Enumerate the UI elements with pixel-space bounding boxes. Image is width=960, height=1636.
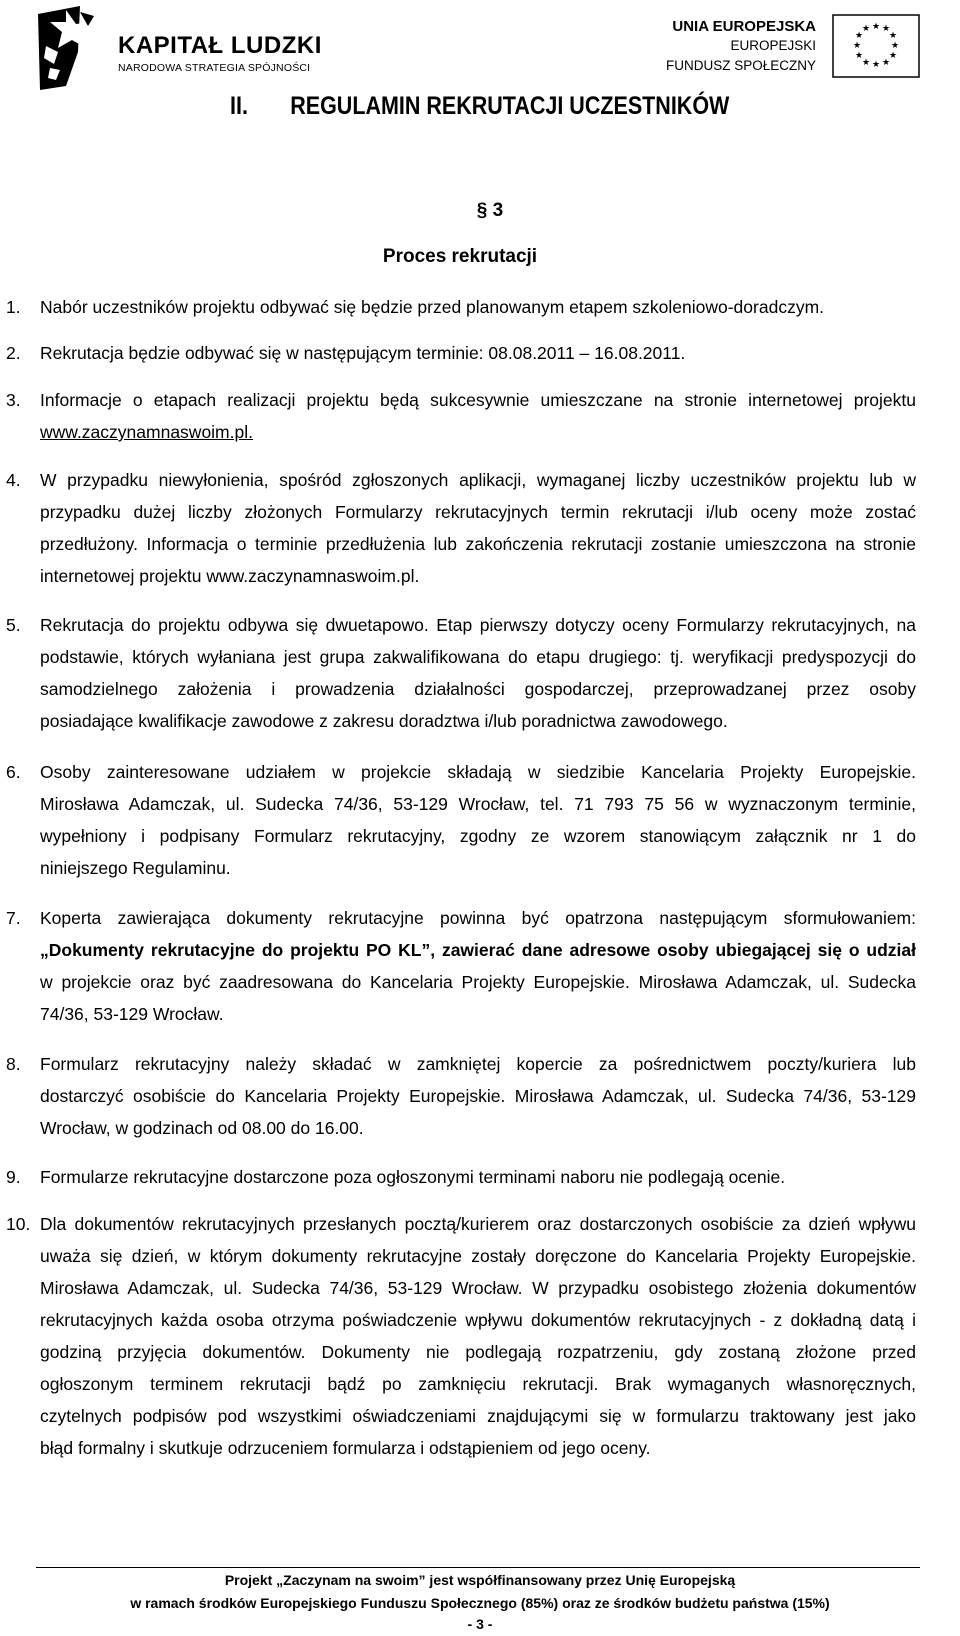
svg-text:★: ★ [881, 58, 891, 68]
eu-logo-line1: UNIA EUROPEJSKA [672, 18, 816, 35]
list-item-line: błąd formalny i skutkuje odrzuceniem formularza i odstąpieniem od jego oceny. [40, 1438, 651, 1458]
list-item-number: 10. [6, 1214, 31, 1234]
chapter-title: REGULAMIN REKRUTACJI UCZESTNIKÓW [290, 92, 730, 120]
footer-cofinancing-line: Projekt „Zaczynam na swoim” jest współfinansowany przez Unię Europejską [224, 1572, 736, 1588]
list-item-line: W przypadku niewyłonienia, spośród zgłoszonych aplikacji, wymaganej liczby uczestników projektu lub w [40, 470, 916, 490]
chapter-heading [230, 92, 729, 121]
list-item-line: „Dokumenty rekrutacyjne do projektu PO KL”, zawierać dane adresowe osoby ubiegającej się o udział [40, 940, 916, 960]
list-item-number: 3. [6, 390, 21, 410]
list-item-line: Formularze rekrutacyjne dostarczone poza ogłoszonymi terminami naboru nie podlegają ocenie. [40, 1167, 786, 1187]
list-item-line: Dla dokumentów rekrutacyjnych przesłanych pocztą/kurierem oraz dostarczonych osobiście za dzień wpływu [40, 1214, 916, 1234]
list-item-line: samodzielnego założenia i prowadzenia działalności gospodarczej, przeprowadzanej przez osoby [40, 679, 916, 699]
kapital-ludzki-emblem-icon [36, 6, 116, 90]
kapital-ludzki-title: KAPITAŁ LUDZKI [118, 32, 322, 59]
list-item-line: uważa się dzień, w którym dokumenty rekrutacyjne zostały doręczone do Kancelaria Projekty Europejskie. [40, 1246, 916, 1266]
eu-logo-line2: EUROPEJSKI [730, 38, 816, 53]
paragraph-sign: § 3 [476, 200, 504, 221]
list-item-line: dostarczyć osobiście do Kancelaria Projekty Europejskie. Mirosława Adamczak, ul. Sudecka 74/36, 53-129 [40, 1086, 916, 1106]
svg-text:★: ★ [881, 24, 891, 34]
list-item-line: Koperta zawierająca dokumenty rekrutacyjne powinna być opatrzona następującym sformułowaniem: [40, 908, 916, 928]
list-item-line: godziną przyjęcia dokumentów. Dokumenty nie podlegają rozpatrzeniu, gdy zostaną złożone przed [40, 1342, 916, 1362]
svg-text:★: ★ [871, 22, 881, 32]
svg-text:★: ★ [871, 60, 881, 70]
list-item-line: Rekrutacja do projektu odbywa się dwuetapowo. Etap pierwszy dotyczy oceny Formularzy rekrutacyjnych, na [40, 615, 916, 635]
kapital-ludzki-logo [36, 6, 326, 90]
list-item-line: Rekrutacja będzie odbywać się w następującym terminie: 08.08.2011 – 16.08.2011. [40, 343, 686, 363]
list-item-line: internetowej projektu www.zaczynamnaswoim.pl. [40, 566, 420, 586]
list-item-line: podstawie, których wyłaniana jest grupa zakwalifikowana do etapu drugiego: tj. weryfikacji predyspozycji do [40, 647, 916, 667]
svg-text:★: ★ [852, 41, 862, 51]
list-item-line: wypełniony i podpisany Formularz rekrutacyjny, zgodny ze wzorem stanowiącym załącznik nr 1 do [40, 826, 916, 846]
list-item-line: Formularz rekrutacyjny należy składać w zamkniętej kopercie za pośrednictwem poczty/kuriera lub [40, 1054, 916, 1074]
list-item-line: czytelnych podpisów pod wszystkimi oświadczeniami znajdującymi się w formularzu traktowany jest jako [40, 1406, 916, 1426]
svg-text:★: ★ [854, 31, 864, 41]
list-item-line: Osoby zainteresowane udziałem w projekcie składają w siedzibie Kancelaria Projekty Europejskie. [40, 762, 916, 782]
list-item-number: 7. [6, 908, 21, 928]
list-item-line: posiadające kwalifikacje zawodowe z zakresu doradztwa i/lub poradnictwa zawodowego. [40, 711, 728, 731]
kapital-ludzki-subtitle: NARODOWA STRATEGIA SPÓJNOŚCI [118, 62, 311, 74]
eu-flag-icon [832, 14, 920, 78]
svg-text:★: ★ [888, 31, 898, 41]
footer-divider [36, 1567, 920, 1568]
list-item-line: przypadku dużej liczby złożonych Formularzy rekrutacyjnych termin rekrutacji i/lub oceny może zostać [40, 502, 916, 522]
list-item-line: Nabór uczestników projektu odbywać się będzie przed planowanym etapem szkoleniowo-doradczym. [40, 297, 825, 317]
list-item-line: rekrutacyjnych każda osoba otrzyma poświadczenie wpływu dokumentów rekrutacyjnych - z dokładną datą i [40, 1310, 916, 1330]
list-item-number: 2. [6, 343, 21, 363]
list-item-line: ogłoszonym terminem rekrutacji bądź po zamknięciu rekrutacji. Brak wymaganych własnoręcznych, [40, 1374, 916, 1394]
svg-text:★: ★ [888, 51, 898, 61]
list-item-line: niniejszego Regulaminu. [40, 858, 231, 878]
list-item-line: w projekcie oraz być zaadresowana do Kancelaria Projekty Europejskie. Mirosława Adamczak, ul. Sudecka [40, 972, 916, 992]
list-item-number: 6. [6, 762, 21, 782]
list-item-line: Informacje o etapach realizacji projektu będą sukcesywnie umieszczane na stronie internetowej projektu [40, 390, 916, 410]
list-item-line: Wrocław, w godzinach od 08.00 do 16.00. [40, 1118, 364, 1138]
eu-logo [665, 14, 920, 84]
list-item-number: 1. [6, 297, 21, 317]
svg-text:★: ★ [861, 24, 871, 34]
svg-text:★: ★ [854, 51, 864, 61]
list-item-number: 4. [6, 470, 21, 490]
list-item-line: 74/36, 53-129 Wrocław. [40, 1004, 224, 1024]
list-item-number: 5. [6, 615, 21, 635]
svg-text:★: ★ [861, 58, 871, 68]
list-item-line: Mirosława Adamczak, ul. Sudecka 74/36, 53-129 Wrocław. W przypadku osobistego złożenia dokumentów [40, 1278, 916, 1298]
page-number: - 3 - [467, 1616, 493, 1632]
list-item-number: 9. [6, 1167, 21, 1187]
svg-text:★: ★ [890, 41, 900, 51]
list-item-number: 8. [6, 1054, 21, 1074]
chapter-number: II. [230, 92, 248, 120]
footer-funding-line: w ramach środków Europejskiego Funduszu Społecznego (85%) oraz ze środków budżetu państwa (15%) [130, 1595, 830, 1611]
list-item-line: przedłużony. Informacja o terminie przedłużenia lub zakończenia rekrutacji zostanie umieszczona na stronie [40, 534, 916, 554]
eu-logo-line3: FUNDUSZ SPOŁECZNY [665, 58, 816, 73]
paragraph-title: Proces rekrutacji [382, 246, 538, 267]
website-link[interactable]: www.zaczynamnaswoim.pl. [40, 422, 253, 442]
list-item-line: Mirosława Adamczak, ul. Sudecka 74/36, 53-129 Wrocław, tel. 71 793 75 56 w wyznaczonym terminie, [40, 794, 916, 814]
